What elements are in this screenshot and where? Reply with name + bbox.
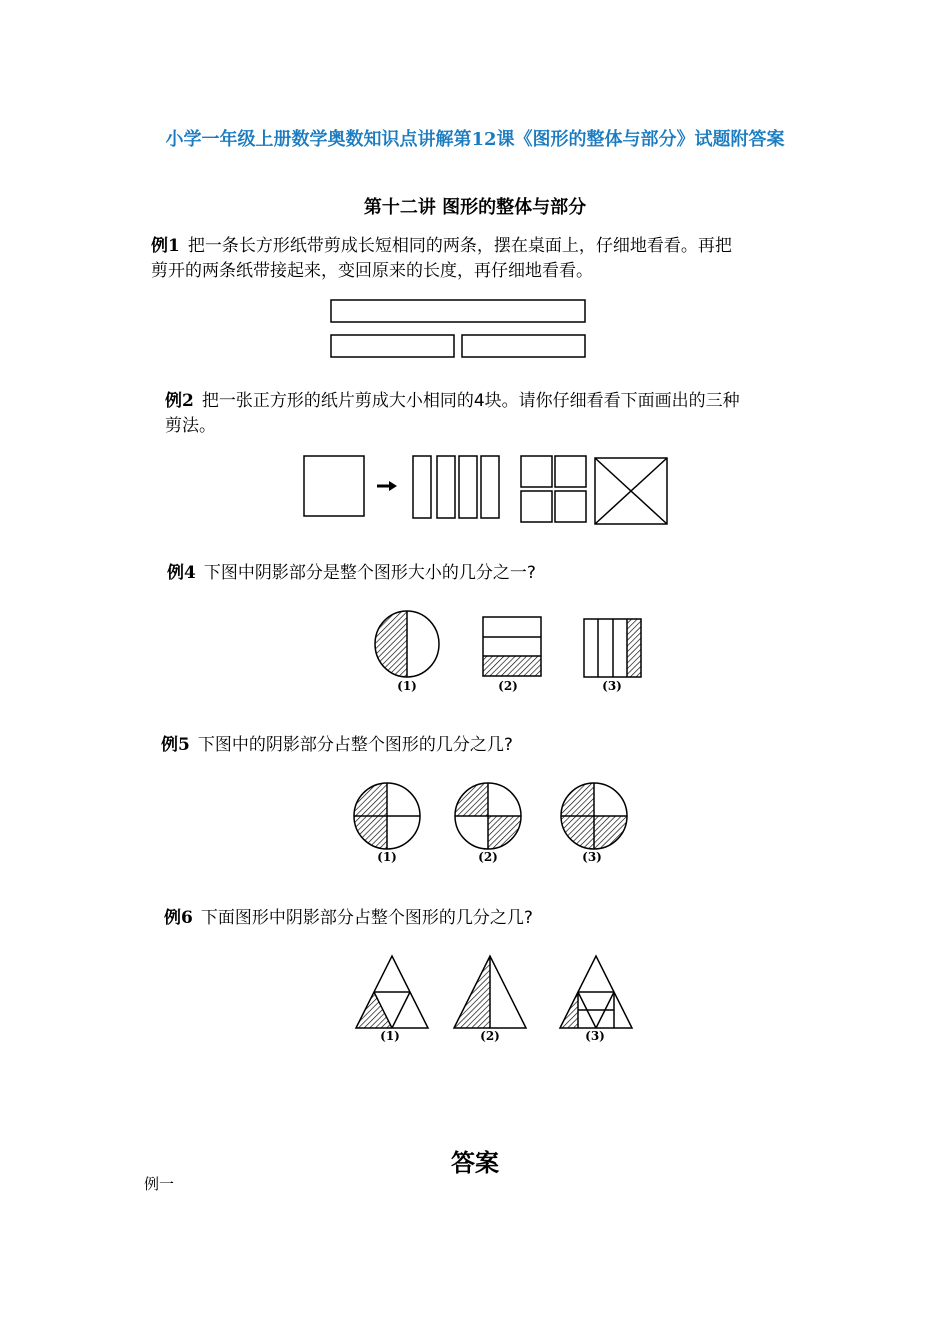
example-1-line1: 把一条长方形纸带剪成长短相同的两条，摆在桌面上，仔细地看看。再把: [187, 236, 732, 256]
example-6-label: 例6: [164, 908, 193, 928]
example-2-line1: 把一张正方形的纸片剪成大小相同的4块。请你仔细看看下面画出的三种: [201, 391, 740, 411]
ex5-figure-1: [354, 783, 420, 849]
ex5-figure-2: [455, 783, 521, 849]
ex4-figure-2: [483, 617, 541, 676]
ex6-label-2: (2): [480, 1029, 500, 1043]
example-2-line2: 剪法。: [165, 416, 216, 436]
ex6-figure-3: [560, 956, 632, 1028]
ex6-label-1: (1): [380, 1029, 400, 1043]
ex4-figure-3: [584, 619, 641, 677]
example-1-label: 例1: [151, 236, 180, 256]
ex6-label-3: (3): [585, 1029, 605, 1043]
lecture-title: 第十二讲 图形的整体与部分: [363, 197, 587, 218]
example-6-line1: 下面图形中阴影部分占整个图形的几分之几?: [200, 908, 533, 928]
ex5-label-3: (3): [582, 850, 602, 864]
example-5-line1: 下图中的阴影部分占整个图形的几分之几?: [197, 735, 513, 755]
ex4-label-1: (1): [397, 679, 417, 693]
answer-heading: 答案: [451, 1148, 499, 1177]
ex6-figure-1: [356, 956, 428, 1028]
ex5-label-1: (1): [377, 850, 397, 864]
ex5-figure-3: [561, 783, 627, 849]
example-4-line1: 下图中阴影部分是整个图形大小的几分之一?: [203, 563, 536, 583]
document-title: 小学一年级上册数学奥数知识点讲解第12课《图形的整体与部分》试题附答案: [165, 129, 785, 150]
answer-example-1-label: 例一: [144, 1175, 175, 1193]
ex4-figure-1: [375, 611, 439, 677]
ex4-label-2: (2): [498, 679, 518, 693]
ex4-label-3: (3): [602, 679, 622, 693]
example-1-line2: 剪开的两条纸带接起来，变回原来的长度，再仔细地看看。: [151, 261, 593, 281]
example-5-label: 例5: [161, 735, 190, 755]
ex5-label-2: (2): [478, 850, 498, 864]
example-2-label: 例2: [165, 391, 194, 411]
example-4-label: 例4: [167, 563, 196, 583]
ex6-figure-2: [454, 956, 526, 1028]
